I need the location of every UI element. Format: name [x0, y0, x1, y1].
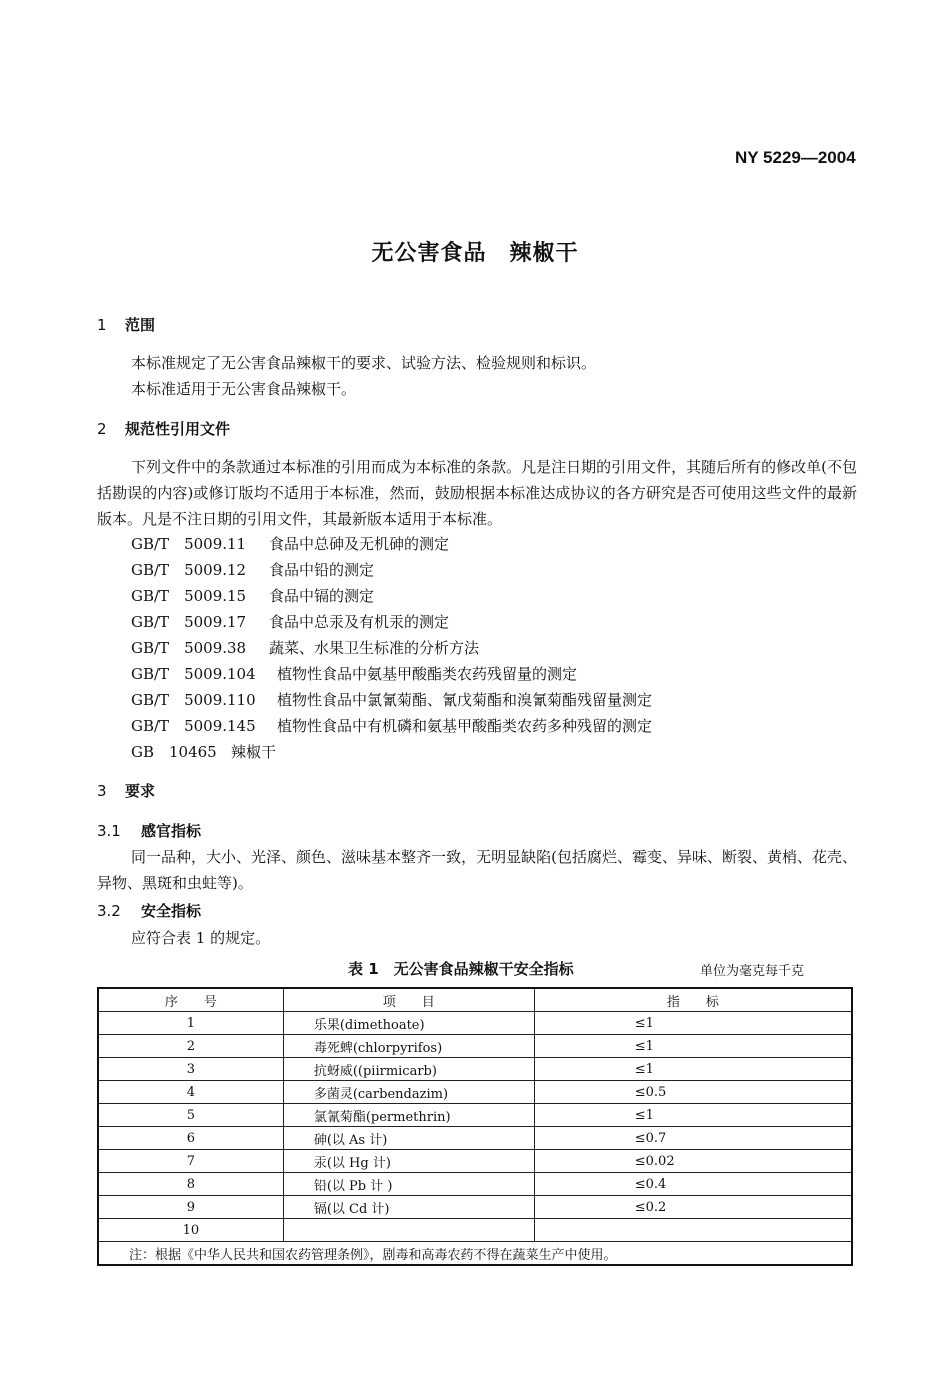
cell-limit: ≤0.5 — [534, 1081, 852, 1104]
reference-item — [131, 533, 449, 554]
reference-code: GB/T 5009.104 — [131, 665, 256, 683]
reference-code: GB 10465 — [131, 743, 217, 761]
table-row — [98, 1035, 852, 1058]
cell-item — [283, 1219, 534, 1242]
section-title: 范围 — [125, 316, 156, 334]
section-3-1-heading — [97, 820, 201, 841]
section-number: 3.2 — [97, 902, 121, 920]
reference-code: GB/T 5009.12 — [131, 561, 247, 579]
cell-number: 8 — [98, 1173, 283, 1196]
reference-name: 食品中镉的测定 — [269, 587, 375, 605]
table-row — [98, 1150, 852, 1173]
reference-name: 蔬菜、水果卫生标准的分析方法 — [269, 639, 480, 657]
cell-limit: ≤0.4 — [534, 1173, 852, 1196]
cell-number: 10 — [98, 1219, 283, 1242]
section-1-line-1: 本标准规定了无公害食品辣椒干的要求、试验方法、检验规则和标识。 — [131, 354, 597, 372]
reference-item — [131, 585, 374, 606]
cell-number: 4 — [98, 1081, 283, 1104]
reference-name: 植物性食品中氨基甲酸酯类农药残留量的测定 — [277, 665, 578, 683]
cell-item: 毒死蜱(chlorpyrifos) — [283, 1035, 534, 1058]
section-title: 规范性引用文件 — [125, 420, 231, 438]
standard-code: NY 5229—2004 — [735, 148, 856, 167]
cell-limit: ≤1 — [534, 1104, 852, 1127]
table-note-row — [98, 1242, 852, 1266]
section-3-heading — [97, 780, 155, 801]
section-title: 要求 — [125, 782, 156, 800]
section-3-1-paragraph — [97, 844, 857, 896]
table-caption: 表 1 无公害食品辣椒干安全指标 — [348, 960, 574, 978]
table-row — [98, 1173, 852, 1196]
reference-item — [131, 611, 449, 632]
cell-number: 3 — [98, 1058, 283, 1081]
reference-item — [131, 637, 479, 658]
cell-item: 汞(以 Hg 计) — [283, 1150, 534, 1173]
reference-item — [131, 689, 652, 710]
section-2-heading — [97, 418, 230, 439]
reference-name: 植物性食品中氯氰菊酯、氰戊菊酯和溴氰菊酯残留量测定 — [277, 691, 653, 709]
reference-name: 食品中总汞及有机汞的测定 — [269, 613, 450, 631]
section-number: 1 — [97, 316, 107, 334]
section-2-paragraph — [97, 454, 857, 532]
section-number: 3 — [97, 782, 107, 800]
section-2-text: 下列文件中的条款通过本标准的引用而成为本标准的条款。凡是注日期的引用文件，其随后所有的修改单(不包括勘误的内容)或修订版均不适用于本标准，然而，鼓励根据本标准达成协议的各方研究是否可使用这些文件的最新版本。凡是不注日期的引用文件，其最新版本适用于本标准。 — [97, 458, 857, 528]
table-row — [98, 1127, 852, 1150]
cell-item: 砷(以 As 计) — [283, 1127, 534, 1150]
safety-index-table — [97, 987, 853, 1266]
cell-limit — [534, 1219, 852, 1242]
section-number: 3.1 — [97, 822, 121, 840]
reference-name: 辣椒干 — [231, 743, 277, 761]
cell-limit: ≤1 — [534, 1035, 852, 1058]
reference-item — [131, 663, 577, 684]
section-3-2-heading — [97, 900, 201, 921]
cell-limit: ≤0.7 — [534, 1127, 852, 1150]
cell-limit: ≤1 — [534, 1058, 852, 1081]
cell-limit: ≤1 — [534, 1012, 852, 1035]
section-3-1-text: 同一品种，大小、光泽、颜色、滋味基本整齐一致，无明显缺陷(包括腐烂、霉变、异味、断裂、黄梢、花壳、异物、黑斑和虫蛀等)。 — [97, 848, 857, 892]
reference-code: GB/T 5009.38 — [131, 639, 247, 657]
reference-name: 食品中总砷及无机砷的测定 — [269, 535, 450, 553]
cell-number: 5 — [98, 1104, 283, 1127]
cell-item: 抗蚜威((piirmicarb) — [283, 1058, 534, 1081]
column-header-limit: 指 标 — [534, 988, 852, 1012]
cell-limit: ≤0.02 — [534, 1150, 852, 1173]
table-row — [98, 1219, 852, 1242]
table-row — [98, 1012, 852, 1035]
reference-item — [131, 559, 374, 580]
section-1-line-2: 本标准适用于无公害食品辣椒干。 — [131, 380, 357, 398]
reference-item — [131, 741, 276, 762]
reference-item — [131, 715, 652, 736]
reference-code: GB/T 5009.110 — [131, 691, 256, 709]
reference-name: 食品中铅的测定 — [269, 561, 375, 579]
section-number: 2 — [97, 420, 107, 438]
cell-number: 2 — [98, 1035, 283, 1058]
reference-code: GB/T 5009.145 — [131, 717, 256, 735]
table-note: 注：根据《中华人民共和国农药管理条例》，剧毒和高毒农药不得在蔬菜生产中使用。 — [98, 1242, 852, 1266]
table-row — [98, 1104, 852, 1127]
cell-number: 7 — [98, 1150, 283, 1173]
reference-code: GB/T 5009.17 — [131, 613, 247, 631]
cell-item: 镉(以 Cd 计) — [283, 1196, 534, 1219]
section-title: 感官指标 — [141, 822, 202, 840]
table-row — [98, 1058, 852, 1081]
column-header-number: 序 号 — [98, 988, 283, 1012]
cell-item: 铅(以 Pb 计 ) — [283, 1173, 534, 1196]
cell-limit: ≤0.2 — [534, 1196, 852, 1219]
section-title: 安全指标 — [141, 902, 202, 920]
column-header-item: 项 目 — [283, 988, 534, 1012]
table-header-row — [98, 988, 852, 1012]
cell-item: 氯氰菊酯(permethrin) — [283, 1104, 534, 1127]
document-title: 无公害食品 辣椒干 — [371, 241, 579, 266]
cell-item: 乐果(dimethoate) — [283, 1012, 534, 1035]
cell-number: 9 — [98, 1196, 283, 1219]
section-1-heading — [97, 314, 155, 335]
reference-code: GB/T 5009.11 — [131, 535, 247, 553]
cell-number: 1 — [98, 1012, 283, 1035]
reference-name: 植物性食品中有机磷和氨基甲酸酯类农药多种残留的测定 — [277, 717, 653, 735]
cell-item: 多菌灵(carbendazim) — [283, 1081, 534, 1104]
table-row — [98, 1196, 852, 1219]
table-row — [98, 1081, 852, 1104]
cell-number: 6 — [98, 1127, 283, 1150]
reference-code: GB/T 5009.15 — [131, 587, 247, 605]
section-3-2-line: 应符合表 1 的规定。 — [131, 929, 271, 947]
table-unit: 单位为毫克每千克 — [700, 964, 805, 979]
